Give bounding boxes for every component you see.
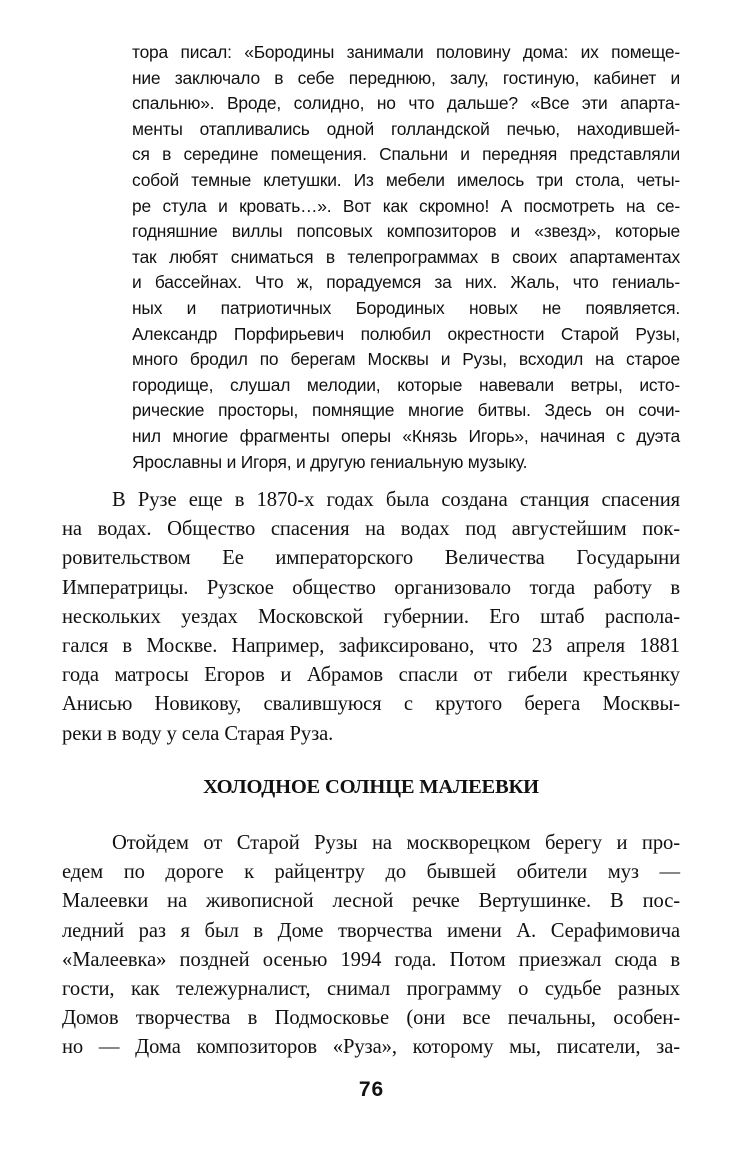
quote-line: ся в середине помещения. Спальни и передняя представляли	[132, 144, 680, 165]
quote-line: тора писал: «Бородины занимали половину дома: их помеще-	[132, 42, 680, 62]
paragraph-line: реки в воду у села Старая Руза.	[62, 722, 334, 745]
paragraph-line: гался в Москве. Например, зафиксировано, что 23 апреля 1881	[62, 635, 680, 658]
paragraph-line: В Рузе еще в 1870-х годах была создана станция спасения	[112, 489, 680, 511]
quote-line: годняшние виллы попсовых композиторов и «звезд», которые	[132, 221, 680, 242]
paragraph-line: Малеевки на живописной лесной речке Вертушинке. В пос-	[62, 890, 680, 913]
quote-line: и бассейнах. Что ж, порадуемся за них. Жаль, что гениаль-	[132, 272, 680, 293]
quote-line: собой темные клетушки. Из мебели имелось три стола, четы-	[132, 169, 680, 190]
paragraph-line: Отойдем от Старой Рузы на москворецком берегу и про-	[112, 832, 680, 854]
quote-line: ных и патриотичных Бородиных новых не появляется.	[132, 297, 680, 318]
paragraph-line: но — Дома композиторов «Руза», которому мы, писатели, за-	[62, 1036, 680, 1059]
paragraph-line: ледний раз я был в Доме творчества имени А. Серафимовича	[62, 919, 680, 942]
page-number: 76	[358, 1078, 385, 1101]
quote-line: так любят сниматься в телепрограммах в своих апартаментах	[132, 246, 680, 267]
quotation-block	[132, 40, 680, 475]
paragraph-line: нескольких уездах Московской губернии. Его штаб распола-	[62, 605, 680, 628]
paragraph-line: года матросы Егоров и Абрамов спасли от гибели крестьянку	[62, 664, 680, 687]
paragraph-line: гости, как тележурналист, снимал программу о судьбе разных	[62, 978, 680, 1001]
quote-line: Ярославны и Игоря, и другую гениальную музыку.	[132, 451, 528, 472]
paragraph-line: Императрицы. Рузское общество организовало тогда работу в	[62, 576, 680, 599]
paragraph-line: Анисью Новикову, свалившуюся с крутого берега Москвы-	[62, 693, 680, 716]
quote-line: городище, слушал мелодии, которые навевали ветры, исто-	[132, 374, 680, 395]
quote-line: спальню». Вроде, солидно, но что дальше? «Все эти апарта-	[132, 93, 680, 114]
paragraph-line: «Малеевка» поздней осенью 1994 года. Потом приезжал сюда в	[62, 948, 680, 971]
quote-line: ние заключало в себе переднюю, залу, гостиную, кабинет и	[132, 67, 680, 88]
quote-line: менты отапливались одной голландской печью, находившей-	[132, 118, 680, 139]
quote-line: ре стула и кровать…». Вот как скромно! А посмотреть на се-	[132, 195, 680, 216]
paragraph-rescue-station	[62, 486, 680, 749]
paragraph-line: ровительством Ее императорского Величества Государыни	[62, 547, 680, 570]
paragraph-line: Домов творчества в Подмосковье (они все печальны, особен-	[62, 1007, 680, 1030]
paragraph-line: на водах. Общество спасения на водах под августейшим пок-	[62, 518, 680, 541]
quote-line: Александр Порфирьевич полюбил окрестности Старой Рузы,	[132, 323, 680, 344]
quote-line: рические просторы, помнящие многие битвы. Здесь он сочи-	[132, 400, 680, 421]
section-heading: ХОЛОДНОЕ СОЛНЦЕ МАЛЕЕВКИ	[203, 776, 539, 798]
quote-line: нил многие фрагменты оперы «Князь Игорь», начиная с дуэта	[132, 425, 680, 446]
paragraph-maleevka	[62, 829, 680, 1063]
quote-line: много бродил по берегам Москвы и Рузы, всходил на старое	[132, 349, 680, 370]
paragraph-line: едем по дороге к райцентру до бывшей обители муз —	[62, 861, 680, 884]
